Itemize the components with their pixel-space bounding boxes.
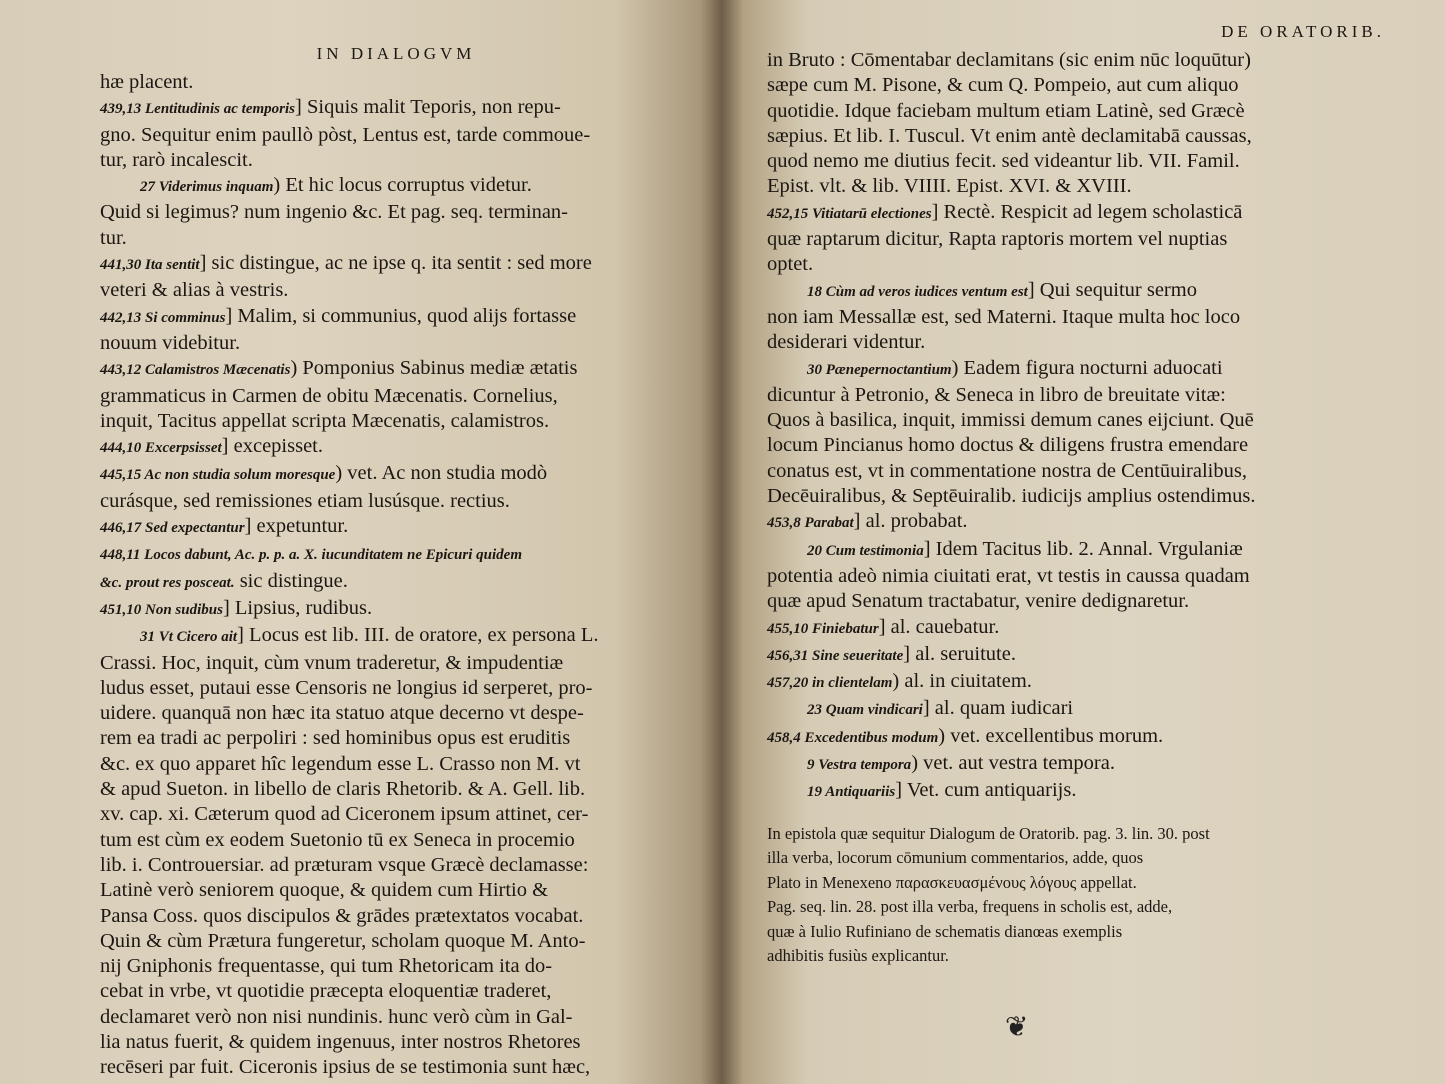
reference-lemma: 27 Viderimus inquam: [140, 179, 274, 196]
line-text: cebat in vrbe, vt quotidie præcepta eloquentiæ traderet,: [100, 980, 552, 1003]
reference-lemma: 458,4 Excedentibus modum: [767, 729, 939, 746]
line-text: ] Qui sequitur sermo: [1027, 278, 1197, 301]
line-text: in Bruto : Cōmentabar declamitans (sic enim nūc loquūtur): [767, 49, 1251, 71]
text-line: [767, 48, 1365, 73]
line-text: potentia adeò nimia ciuitati erat, vt testis in caussa quadam: [767, 564, 1250, 587]
line-text: ) Et hic locus corruptus videtur.: [273, 174, 532, 197]
text-line: [100, 752, 692, 777]
text-line: [767, 174, 1365, 199]
text-line: [100, 123, 692, 148]
line-text: & apud Sueton. in libello de claris Rhetorib. & A. Gell. lib.: [100, 778, 586, 801]
text-line: [100, 541, 692, 568]
line-text: Pansa Coss. quos discipulos & grādes prætextatos vocabat.: [100, 904, 584, 927]
line-text: ] excepisset.: [221, 435, 323, 458]
reference-lemma: 444,10 Excerpsisset: [100, 440, 222, 457]
text-line: [100, 623, 692, 650]
text-line: [767, 252, 1365, 277]
line-text: tur.: [100, 226, 127, 249]
text-line: [767, 305, 1365, 330]
line-text: Quos à basilica, inquit, immissi demum canes eijciunt. Quē: [767, 409, 1254, 432]
text-line: [767, 669, 1365, 696]
reference-lemma: 19 Antiquariis: [807, 784, 896, 801]
text-line: [767, 278, 1365, 305]
text-line: [767, 383, 1365, 408]
text-line: [100, 70, 692, 95]
text-line: [100, 1055, 692, 1080]
text-line: [100, 148, 692, 173]
line-text: Decēuiralibus, & Septēuiralib. iudicijs amplius ostendimus.: [767, 485, 1256, 508]
text-line: [100, 384, 692, 409]
line-text: ] al. seruitute.: [903, 642, 1016, 665]
text-line: [100, 878, 692, 903]
line-text: ] Malim, si communius, quod alijs fortasse: [225, 304, 577, 327]
line-text: &c. ex quo apparet hîc legendum esse L. Crasso non M. vt: [100, 752, 581, 775]
text-line: [767, 459, 1365, 484]
text-line: [767, 615, 1365, 642]
line-text: tum est cùm ex eodem Suetonio tū ex Seneca in procemio: [100, 828, 575, 851]
text-line: [767, 433, 1365, 458]
text-line: [767, 589, 1365, 614]
line-text: ] al. probabat.: [853, 510, 968, 533]
text-line: [767, 227, 1365, 252]
line-text: ) Pomponius Sabinus mediæ ætatis: [290, 357, 578, 380]
reference-lemma: 31 Vt Cicero ait: [140, 629, 238, 646]
line-text: nouum videbitur.: [100, 331, 241, 354]
text-line: [100, 304, 692, 331]
addendum-line: Plato in Menexeno παρασκευασμένους λόγους appellat.: [767, 872, 1137, 892]
right-text-block: [767, 48, 1365, 806]
line-text: sæpe cum M. Pisone, & cum Q. Pompeio, aut cum aliquo: [767, 74, 1239, 97]
line-text: quod nemo me diutius fecit. sed videantur lib. VII. Famil.: [767, 150, 1240, 173]
text-line: [100, 802, 692, 827]
addendum-line: illa verba, locorum cōmunium commentarios, adde, quos: [767, 848, 1144, 868]
line-text: conatus est, vt in commentatione nostra de Centūuiralibus,: [767, 459, 1247, 482]
text-line: [100, 853, 692, 878]
line-text: ) vet. excellentibus morum.: [938, 724, 1164, 747]
text-line: [100, 651, 692, 676]
text-line: [100, 954, 692, 979]
line-text: lia natus fuerit, & quidem ingenuus, inter nostros Rhetores: [100, 1030, 581, 1053]
text-line: [767, 642, 1365, 669]
addendum-line: adhibitis fusiùs explicantur.: [767, 946, 949, 966]
addendum-line: Pag. seq. lin. 28. post illa verba, frequens in scholis est, adde,: [767, 897, 1173, 917]
line-text: curásque, sed remissiones etiam lusúsque. rectius.: [100, 489, 510, 512]
text-line: [767, 408, 1365, 433]
line-text: veteri & alias à vestris.: [100, 279, 289, 302]
text-line: [100, 514, 692, 541]
line-text: locum Pincianus homo doctus & diligens frustra emendare: [767, 434, 1249, 457]
text-line: [100, 676, 692, 701]
line-text: ) vet. Ac non studia modò: [335, 462, 548, 485]
left-page: [0, 0, 722, 1084]
line-text: ] Lipsius, rudibus.: [222, 596, 373, 619]
text-line: [100, 1030, 692, 1055]
reference-lemma: &c. prout res posceat.: [100, 574, 235, 591]
text-line: [100, 356, 692, 383]
reference-lemma: 441,30 Ita sentit: [100, 257, 200, 274]
reference-lemma: 445,15 Ac non studia solum moresque: [100, 467, 336, 484]
text-line: [767, 564, 1365, 589]
text-line: [100, 461, 692, 488]
line-text: recēseri par fuit. Ciceronis ipsius de se testimonia sunt hæc,: [100, 1056, 591, 1079]
line-text: ] Vet. cum antiquarijs.: [895, 779, 1077, 802]
right-running-head: DE ORATORIB.: [1221, 22, 1385, 41]
text-line: [100, 777, 692, 802]
line-text: quæ raptarum dicitur, Rapta raptoris mortem vel nuptias: [767, 228, 1228, 251]
line-text: ] Locus est lib. III. de oratore, ex persona L.: [237, 624, 599, 647]
line-text: dicuntur à Petronio, & Seneca in libro de breuitate vitæ:: [767, 383, 1226, 406]
line-text: lib. i. Controuersiar. ad præturam vsque Græcè declamasse:: [100, 853, 589, 876]
text-line: [767, 73, 1365, 98]
text-line: [767, 751, 1365, 778]
text-line: [100, 278, 692, 303]
reference-lemma: 442,13 Si comminus: [100, 309, 226, 326]
line-text: rem ea tradi ac perpoliri : sed hominibus opus est eruditis: [100, 727, 571, 750]
addendum-note: [767, 822, 1365, 969]
line-text: Latinè verò seniorem quoque, & quidem cum Hirtio &: [100, 879, 549, 902]
text-line: [767, 124, 1365, 149]
line-text: ) vet. aut vestra tempora.: [911, 752, 1115, 775]
reference-lemma: 448,11 Locos dabunt, Ac. p. p. a. X. iucunditatem ne Epicuri quidem: [100, 547, 522, 564]
line-text: ] al. cauebatur.: [878, 615, 1000, 638]
line-text: non iam Messallæ est, sed Materni. Itaque multa hoc loco: [767, 305, 1241, 328]
fleuron-ornament: ❦: [1005, 1010, 1029, 1043]
reference-lemma: 439,13 Lentitudinis ac temporis: [100, 101, 296, 118]
line-text: ) al. in ciuitatem.: [892, 670, 1032, 693]
reference-lemma: 453,8 Parabat: [767, 515, 854, 532]
text-line: [100, 251, 692, 278]
line-text: sæpius. Et lib. I. Tuscul. Vt enim antè declamitabā caussas,: [767, 124, 1252, 147]
addendum-line: quæ à Iulio Rufiniano de schematis dianœas exemplis: [767, 921, 1123, 941]
reference-lemma: 20 Cum testimonia: [807, 542, 924, 559]
text-line: [767, 537, 1365, 564]
text-line: [100, 828, 692, 853]
line-text: ) Eadem figura nocturni aduocati: [951, 356, 1223, 379]
reference-lemma: 18 Cùm ad veros iudices ventum est: [807, 283, 1028, 300]
line-text: ludus esset, putaui esse Censoris ne longius id serperet, pro-: [100, 676, 593, 699]
reference-lemma: 23 Quam vindicari: [807, 702, 923, 719]
line-text: ] Rectè. Respicit ad legem scholasticā: [931, 200, 1243, 223]
line-text: Quid si legimus? num ingenio &c. Et pag. seq. terminan-: [100, 201, 568, 224]
line-text: declamaret verò non nisi nundinis. hunc verò cùm in Gal-: [100, 1005, 573, 1028]
reference-lemma: 30 Pænepernoctantium: [807, 361, 952, 378]
text-line: [100, 200, 692, 225]
text-line: [100, 173, 692, 200]
text-line: [767, 484, 1365, 509]
line-text: quæ apud Senatum tractabatur, venire dedignaretur.: [767, 590, 1190, 613]
line-text: tur, rarò incalescit.: [100, 148, 253, 171]
reference-lemma: 457,20 in clientelam: [767, 675, 893, 692]
reference-lemma: 456,31 Sine seueritate: [767, 647, 904, 664]
text-line: [767, 149, 1365, 174]
reference-lemma: 455,10 Finiebatur: [767, 620, 879, 637]
line-text: Epist. vlt. & lib. VIIII. Epist. XVI. & XVIII.: [767, 175, 1132, 198]
text-line: [100, 701, 692, 726]
text-line: [100, 331, 692, 356]
line-text: inquit, Tacitus appellat scripta Mæcenatis, calamistros.: [100, 409, 550, 432]
right-page: [722, 0, 1445, 1084]
text-line: [100, 569, 692, 596]
text-line: [100, 409, 692, 434]
line-text: sic distingue.: [234, 569, 348, 592]
text-line: [100, 95, 692, 122]
line-text: Quin & cùm Prætura fungeretur, scholam quoque M. Anto-: [100, 929, 586, 952]
text-line: [100, 434, 692, 461]
line-text: ] Idem Tacitus lib. 2. Annal. Vrgulaniæ: [923, 537, 1243, 560]
text-line: [767, 509, 1365, 536]
text-line: [100, 904, 692, 929]
reference-lemma: 446,17 Sed expectantur: [100, 520, 245, 537]
text-line: [100, 226, 692, 251]
reference-lemma: 451,10 Non sudibus: [100, 601, 223, 618]
line-text: nij Gniphonis frequentasse, qui tum Rhetoricam ita do-: [100, 955, 553, 978]
line-text: quotidie. Idque faciebam multum etiam Latinè, sed Græcè: [767, 99, 1245, 122]
text-line: [767, 330, 1365, 355]
text-line: [100, 929, 692, 954]
left-text-block: [100, 70, 692, 1081]
line-text: ] expetuntur.: [244, 515, 349, 538]
text-line: [767, 200, 1365, 227]
text-line: [767, 356, 1365, 383]
line-text: grammaticus in Carmen de obitu Mæcenatis. Cornelius,: [100, 384, 558, 407]
text-line: [100, 1005, 692, 1030]
line-text: desiderari videntur.: [767, 331, 926, 354]
line-text: Crassi. Hoc, inquit, cùm vnum traderetur, & impudentiæ: [100, 651, 564, 674]
line-text: uidere. quanquā non hæc ita statuo atque decerno vt despe-: [100, 702, 584, 725]
text-line: [767, 696, 1365, 723]
line-text: hæ placent.: [100, 71, 194, 93]
text-line: [100, 726, 692, 751]
line-text: gno. Sequitur enim paullò pòst, Lentus est, tarde commoue-: [100, 123, 591, 146]
reference-lemma: 443,12 Calamistros Mæcenatis: [100, 362, 291, 379]
line-text: ] al. quam iudicari: [922, 697, 1074, 720]
text-line: [100, 596, 692, 623]
text-line: [100, 979, 692, 1004]
left-running-head: IN DIALOGVM: [316, 44, 476, 63]
text-line: [767, 724, 1365, 751]
line-text: optet.: [767, 253, 814, 276]
text-line: [767, 99, 1365, 124]
reference-lemma: 452,15 Vitiatarū electiones: [767, 205, 932, 222]
text-line: [100, 489, 692, 514]
addendum-line: In epistola quæ sequitur Dialogum de Oratorib. pag. 3. lin. 30. post: [767, 823, 1210, 843]
reference-lemma: 9 Vestra tempora: [807, 757, 912, 774]
line-text: ] Siquis malit Teporis, non repu-: [295, 96, 561, 119]
line-text: ] sic distingue, ac ne ipse q. ita sentit : sed more: [199, 252, 592, 275]
text-line: [767, 778, 1365, 805]
line-text: xv. cap. xi. Cæterum quod ad Ciceronem ipsum attinet, cer-: [100, 803, 589, 826]
